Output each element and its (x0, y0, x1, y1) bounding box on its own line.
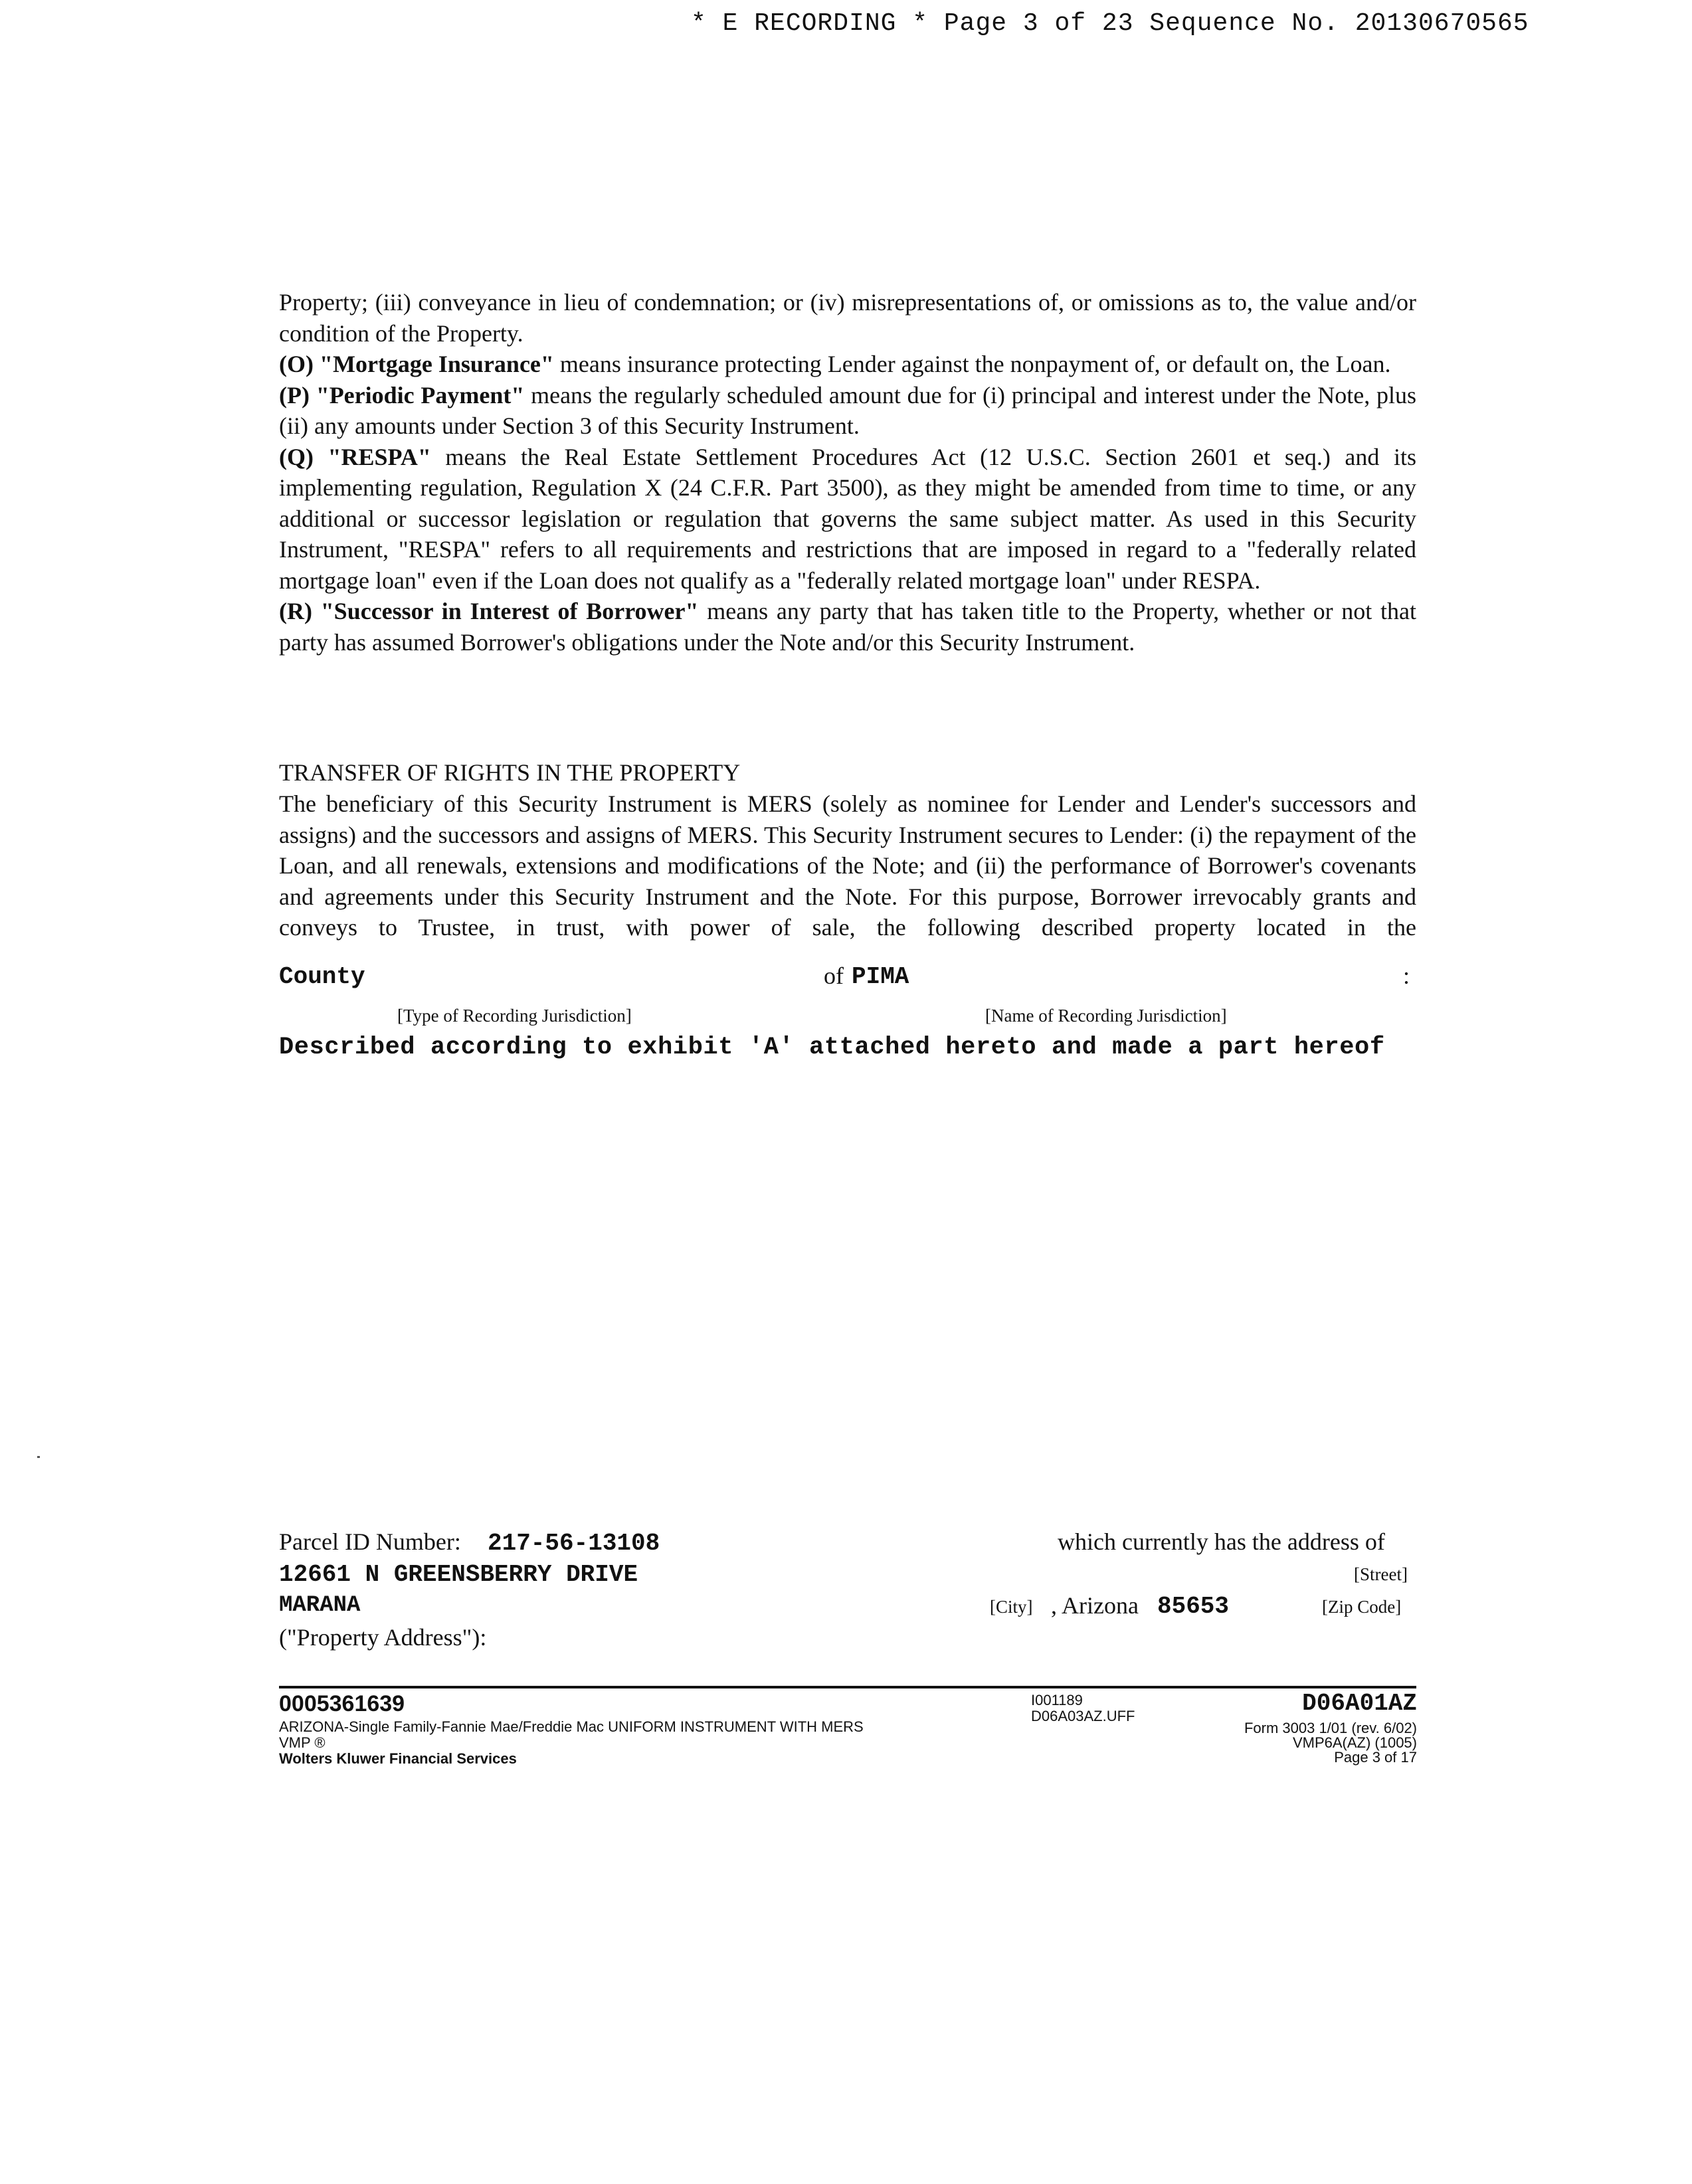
definition-term: (R) "Successor in Interest of Borrower" (279, 598, 699, 624)
zip-caption: [Zip Code] (1322, 1597, 1402, 1617)
definition-text: means the regularly scheduled amount due for (i) principal and interest under the Note, plus (ii) any amounts under Section 3 of this Security Instrument. (279, 381, 1417, 439)
jurisdiction-colon: : (1403, 962, 1410, 989)
definition-mortgage-insurance (279, 349, 1416, 380)
definition-term: (O) "Mortgage Insurance" (279, 351, 554, 377)
legal-description: Described according to exhibit 'A' attached hereto and made a part hereof (279, 1034, 1385, 1061)
scan-speck (37, 1456, 40, 1458)
state: , Arizona (1051, 1592, 1139, 1619)
footer-mid-code: I001189 (1031, 1692, 1083, 1708)
definition-periodic-payment (279, 380, 1416, 442)
zip-code: 85653 (1157, 1593, 1230, 1620)
definition-respa (279, 442, 1416, 596)
definition-term: (Q) "RESPA" (279, 443, 431, 470)
definition-successor (279, 596, 1416, 658)
footer-file-code: D06A03AZ.UFF (1031, 1708, 1135, 1724)
city-caption: [City] (990, 1597, 1033, 1617)
recording-header: * E RECORDING * Page 3 of 23 Sequence No. 20130670565 (691, 9, 1529, 38)
footer-form-title: ARIZONA-Single Family-Fannie Mae/Freddie Mac UNIFORM INSTRUMENT WITH MERS (279, 1718, 864, 1735)
name-caption: [Name of Recording Jurisdiction] (985, 1006, 1227, 1026)
definition-text: means the Real Estate Settlement Procedures Act (12 U.S.C. Section 2601 et seq.) and its implementing regulation, Regulation X (24 C.F.R. Part 3500), as they might be amended from time to time, or any additional or successor legislation or regulation that governs the same subject matter. As used in this Security Instrument, "RESPA" refers to all requirements and restrictions that are imposed in regard to a "federally related mortgage loan" even if the Loan does not qualify as a "federally related mortgage loan" under RESPA. (279, 443, 1416, 594)
loan-number: 0005361639 (279, 1691, 405, 1716)
jurisdiction-name: PIMA (852, 963, 909, 990)
definition-text: means insurance protecting Lender against the nonpayment of, or default on, the Loan. (553, 351, 1391, 377)
transfer-paragraph: The beneficiary of this Security Instrument is MERS (solely as nominee for Lender and Lender's successors and assigns) and the successors and assigns of MERS. This Security Instrument secures to Lender: (i) the repayment of the Loan, and all renewals, extensions and modifications of the Note; and (ii) the performance of Borrower's covenants and agreements under this Security Instrument and the Note. For this purpose, Borrower irrevocably grants and conveys to Trustee, in trust, with power of sale, the following described property located in the (279, 790, 1416, 941)
city: MARANA (279, 1593, 361, 1618)
definition-text: Property; (iii) conveyance in lieu of condemnation; or (iv) misrepresentations of, or omissions as to, the value and/or condition of the Property. (279, 289, 1416, 347)
doc-code: D06A01AZ (1302, 1690, 1417, 1717)
definition-term: (P) "Periodic Payment" (279, 381, 525, 409)
form-number: Form 3003 1/01 (rev. 6/02) (1244, 1720, 1417, 1736)
property-address-label: ("Property Address"): (279, 1624, 487, 1651)
address-intro: which currently has the address of (1058, 1528, 1385, 1555)
transfer-section-title: TRANSFER OF RIGHTS IN THE PROPERTY (279, 759, 741, 786)
parcel-number: 217-56-13108 (488, 1530, 660, 1557)
street-address: 12661 N GREENSBERRY DRIVE (279, 1561, 638, 1588)
type-caption: [Type of Recording Jurisdiction] (397, 1006, 632, 1026)
definition-text: means any party that has taken title to the Property, whether or not that party has assumed Borrower's obligations under the Note and/or this Security Instrument. (279, 598, 1416, 656)
street-caption: [Street] (1354, 1564, 1408, 1584)
parcel-label: Parcel ID Number: (279, 1528, 461, 1555)
definition-continued (279, 287, 1416, 349)
footer-vmp: VMP ® (279, 1734, 326, 1751)
jurisdiction-type: County (279, 963, 365, 990)
of-label: of (824, 962, 844, 989)
footer-publisher: Wolters Kluwer Financial Services (279, 1750, 517, 1767)
page-number: Page 3 of 17 (1334, 1749, 1417, 1766)
footer-rule (279, 1686, 1416, 1688)
vmp-number: VMP6A(AZ) (1005) (1292, 1734, 1417, 1751)
definitions-section (279, 287, 1416, 658)
